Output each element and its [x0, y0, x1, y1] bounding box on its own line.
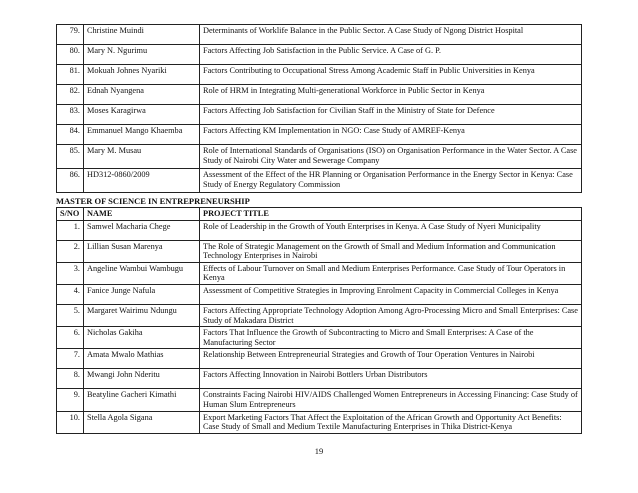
student-name: Beatyline Gacheri Kimathi	[84, 389, 200, 411]
student-name: Mary N. Ngurimu	[84, 45, 200, 65]
project-title: Determinants of Worklife Balance in the Public Sector. A Case Study of Ngong District Hospital	[200, 25, 582, 45]
student-name: Moses Karagirwa	[84, 105, 200, 125]
table-row	[57, 65, 582, 85]
student-name: Angeline Wambui Wambugu	[84, 262, 200, 284]
table-row	[57, 327, 582, 349]
table-row	[57, 169, 582, 193]
table-row	[57, 262, 582, 284]
table-row	[57, 349, 582, 369]
row-number: 82.	[57, 85, 84, 105]
table-row	[57, 25, 582, 45]
table-row	[57, 389, 582, 411]
table-row	[57, 220, 582, 240]
page-number: 19	[314, 446, 324, 456]
row-number: 84.	[57, 125, 84, 145]
student-name: Amata Mwalo Mathias	[84, 349, 200, 369]
row-number: 7.	[57, 349, 84, 369]
table-row	[57, 304, 582, 326]
project-title: Role of International Standards of Organisations (ISO) on Organisation Performance in the Water Sector. A Case Study of Nairobi City Water and Sewerage Company	[200, 145, 582, 169]
row-number: 9.	[57, 389, 84, 411]
student-name: Mary M. Musau	[84, 145, 200, 169]
table-row	[57, 125, 582, 145]
project-title: Factors Contributing to Occupational Stress Among Academic Staff in Public Universities in Kenya	[200, 65, 582, 85]
project-title: Factors Affecting Job Satisfaction in the Public Service. A Case of G. P.	[200, 45, 582, 65]
row-number: 5.	[57, 304, 84, 326]
student-name: Christine Muindi	[84, 25, 200, 45]
student-name: Margaret Wairimu Ndungu	[84, 304, 200, 326]
row-number: 3.	[57, 262, 84, 284]
column-header-sno: S/NO	[57, 208, 84, 221]
table-row	[57, 145, 582, 169]
row-number: 81.	[57, 65, 84, 85]
project-title: Role of HRM in Integrating Multi-generational Workforce in Public Sector in Kenya	[200, 85, 582, 105]
table-row	[57, 45, 582, 65]
row-number: 86.	[57, 169, 84, 193]
project-title: Role of Leadership in the Growth of Youth Enterprises in Kenya. A Case Study of Nyeri Municipality	[200, 220, 582, 240]
project-title: Assessment of Competitive Strategies in Improving Enrolment Capacity in Commercial Colleges in Kenya	[200, 284, 582, 304]
project-title: Factors Affecting Innovation in Nairobi Bottlers Urban Distributors	[200, 369, 582, 389]
project-title: Constraints Facing Nairobi HIV/AIDS Challenged Women Entrepreneurs in Accessing Financing: Case Study of Human Slum Entrepreneurs	[200, 389, 582, 411]
project-title: Relationship Between Entrepreneurial Strategies and Growth of Tour Operation Ventures in Nairobi	[200, 349, 582, 369]
project-title: Effects of Labour Turnover on Small and Medium Enterprises Performance. Case Study of Tour Operators in Kenya	[200, 262, 582, 284]
project-title: Factors Affecting Job Satisfaction for Civilian Staff in the Ministry of State for Defence	[200, 105, 582, 125]
student-name: Lillian Susan Marenya	[84, 240, 200, 262]
table-row	[57, 284, 582, 304]
row-number: 83.	[57, 105, 84, 125]
column-header-name: NAME	[84, 208, 200, 221]
student-name: Emmanuel Mango Khaemba	[84, 125, 200, 145]
student-name: Stella Agola Sigana	[84, 411, 200, 433]
row-number: 85.	[57, 145, 84, 169]
student-name: Mwangi John Nderitu	[84, 369, 200, 389]
row-number: 1.	[57, 220, 84, 240]
row-number: 80.	[57, 45, 84, 65]
row-number: 10.	[57, 411, 84, 433]
row-number: 8.	[57, 369, 84, 389]
table-row	[57, 240, 582, 262]
section-title: MASTER OF SCIENCE IN ENTREPRENEURSHIP	[56, 196, 250, 206]
row-number: 6.	[57, 327, 84, 349]
table-row	[57, 411, 582, 433]
student-name: Ednah Nyangena	[84, 85, 200, 105]
project-title: Assessment of the Effect of the HR Planning or Organisation Performance in the Energy Sector in Kenya: Case Study of Energy Regulatory Commission	[200, 169, 582, 193]
student-name: Mokuah Johnes Nyariki	[84, 65, 200, 85]
project-title: Factors That Influence the Growth of Subcontracting to Micro and Small Enterprises: A Case of the Manufacturing Sector	[200, 327, 582, 349]
row-number: 4.	[57, 284, 84, 304]
student-name: HD312-0860/2009	[84, 169, 200, 193]
student-name: Samwel Macharia Chege	[84, 220, 200, 240]
row-number: 2.	[57, 240, 84, 262]
student-name: Fanice Junge Nafula	[84, 284, 200, 304]
table-header-row	[57, 208, 582, 221]
project-title: Export Marketing Factors That Affect the Exploitation of the African Growth and Opportunity Act Benefits: Case Study of Small and Medium Textile Manufacturing Enterprises in Thika District-Kenya	[200, 411, 582, 433]
student-name: Nicholas Gakiha	[84, 327, 200, 349]
table-row	[57, 105, 582, 125]
project-title: Factors Affecting Appropriate Technology Adoption Among Agro-Processing Micro and Small Enterprises: Case Study of Makadara District	[200, 304, 582, 326]
column-header-title: PROJECT TITLE	[200, 208, 582, 221]
row-number: 79.	[57, 25, 84, 45]
projects-table-entrepreneurship	[56, 207, 582, 434]
table-row	[57, 85, 582, 105]
projects-table-hrm	[56, 24, 582, 193]
table-row	[57, 369, 582, 389]
project-title: Factors Affecting KM Implementation in NGO: Case Study of AMREF-Kenya	[200, 125, 582, 145]
project-title: The Role of Strategic Management on the Growth of Small and Medium Information and Communication Technology Enterprises in Nairobi	[200, 240, 582, 262]
